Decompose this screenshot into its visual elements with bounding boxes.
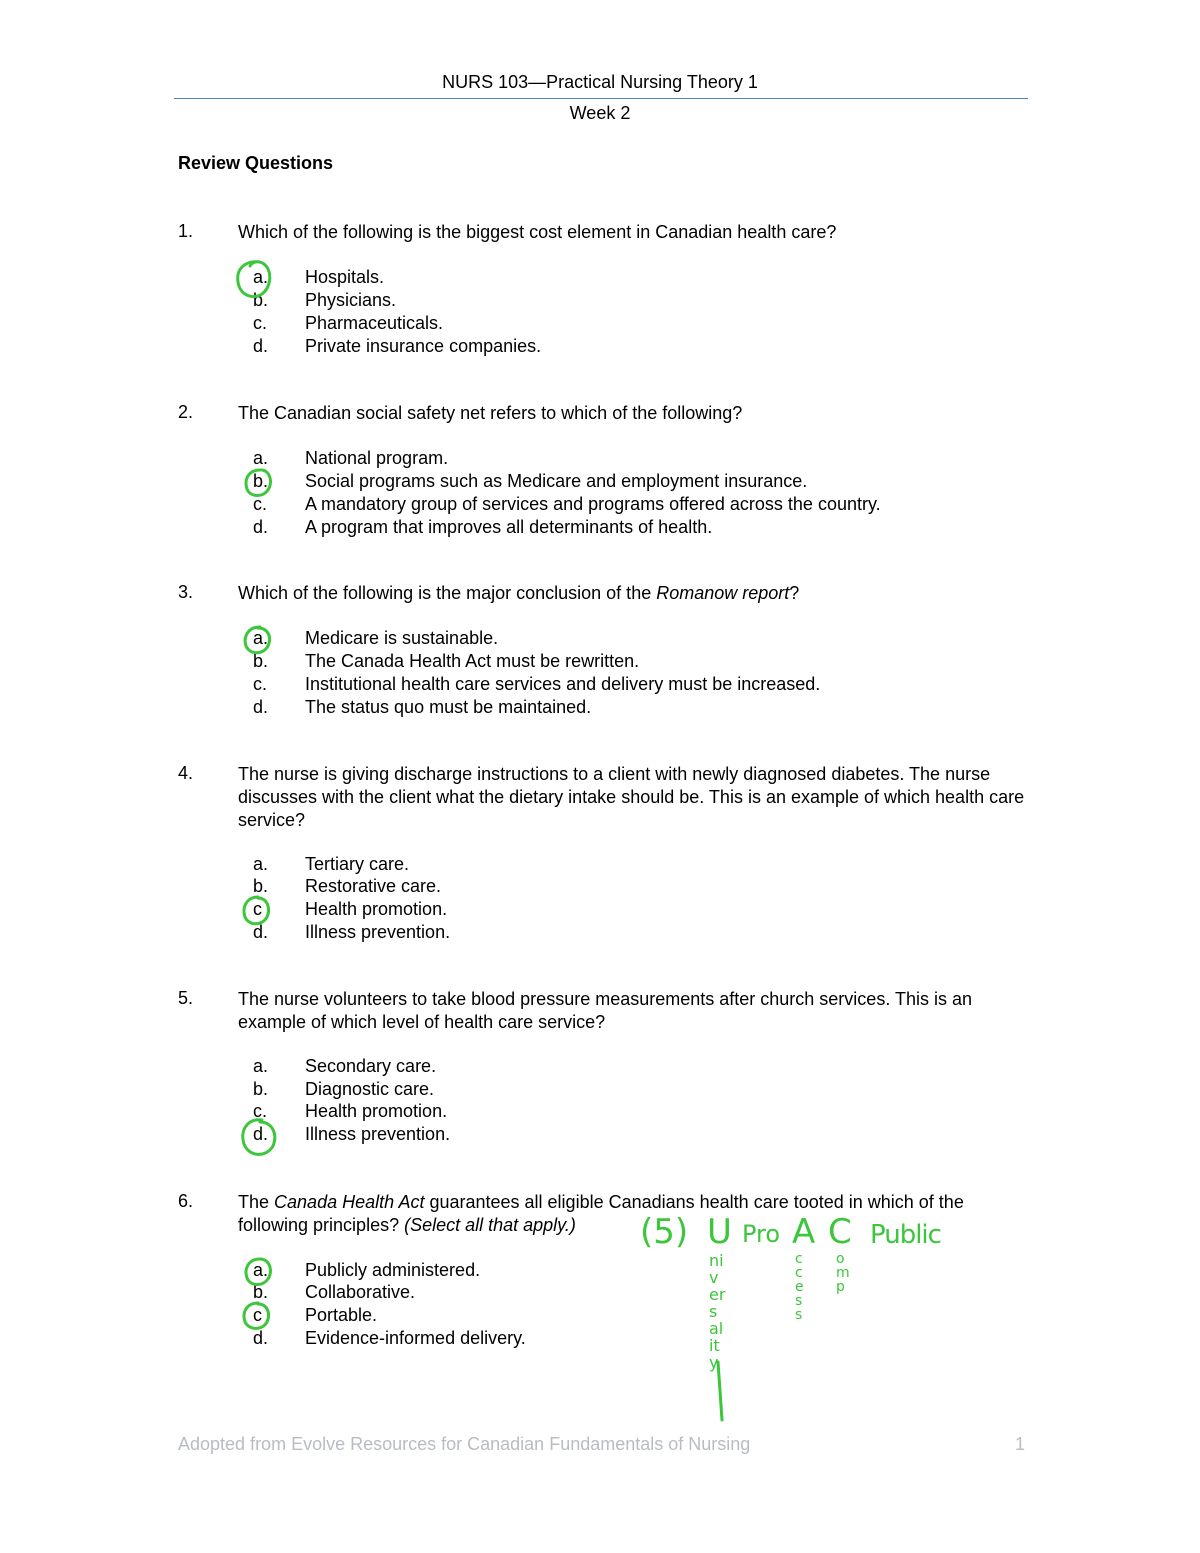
question-number: 2. <box>178 402 194 422</box>
handwritten-access: ccess <box>795 1251 804 1323</box>
question-number: 4. <box>178 763 194 783</box>
question-text: The Canada Health Act guarantees all eligible Canadians health care tooted in which of the following principles? (Select all that apply.) <box>238 1192 964 1235</box>
course-title: NURS 103—Practical Nursing Theory 1 <box>442 72 758 92</box>
question-text: The Canadian social safety net refers to which of the following? <box>238 403 743 423</box>
week-label: Week 2 <box>569 103 631 123</box>
handwritten-a: A <box>792 1212 816 1252</box>
question-number: 3. <box>178 582 194 602</box>
section-title: Review Questions <box>178 153 334 173</box>
handwritten-c: C <box>828 1212 852 1252</box>
question-text: Which of the following is the major conclusion of the Romanow report? <box>238 583 800 603</box>
page-number: 1 <box>1015 1434 1026 1454</box>
question-number: 1. <box>178 221 194 241</box>
handwritten-universality: niversality <box>709 1251 726 1372</box>
question-text: Which of the following is the biggest cost element in Canadian health care? <box>238 222 837 242</box>
handwritten-u: U <box>707 1212 732 1252</box>
handwritten-comprehensive: omp <box>836 1251 850 1295</box>
handwritten-public: Public <box>870 1220 941 1250</box>
select-all-note: (Select all that apply.) <box>404 1215 576 1235</box>
footer-text: Adopted from Evolve Resources for Canadian Fundamentals of Nursing <box>178 1434 751 1454</box>
question-text: The nurse is giving discharge instructions to a client with newly diagnosed diabetes. The nurse discusses with the client what the dietary intake should be. This is an example of which health care service? <box>238 764 1025 830</box>
handwritten-count: (5) <box>640 1212 689 1252</box>
act-title: Canada Health Act <box>274 1192 425 1212</box>
header-rule <box>174 98 1028 99</box>
question-number: 6. <box>178 1191 194 1211</box>
handwritten-pro: Pro <box>742 1220 781 1248</box>
question-number: 5. <box>178 988 194 1008</box>
question-text: The nurse volunteers to take blood pressure measurements after church services. This is an example of which level of health care service? <box>238 989 973 1032</box>
report-title: Romanow report <box>656 583 790 603</box>
